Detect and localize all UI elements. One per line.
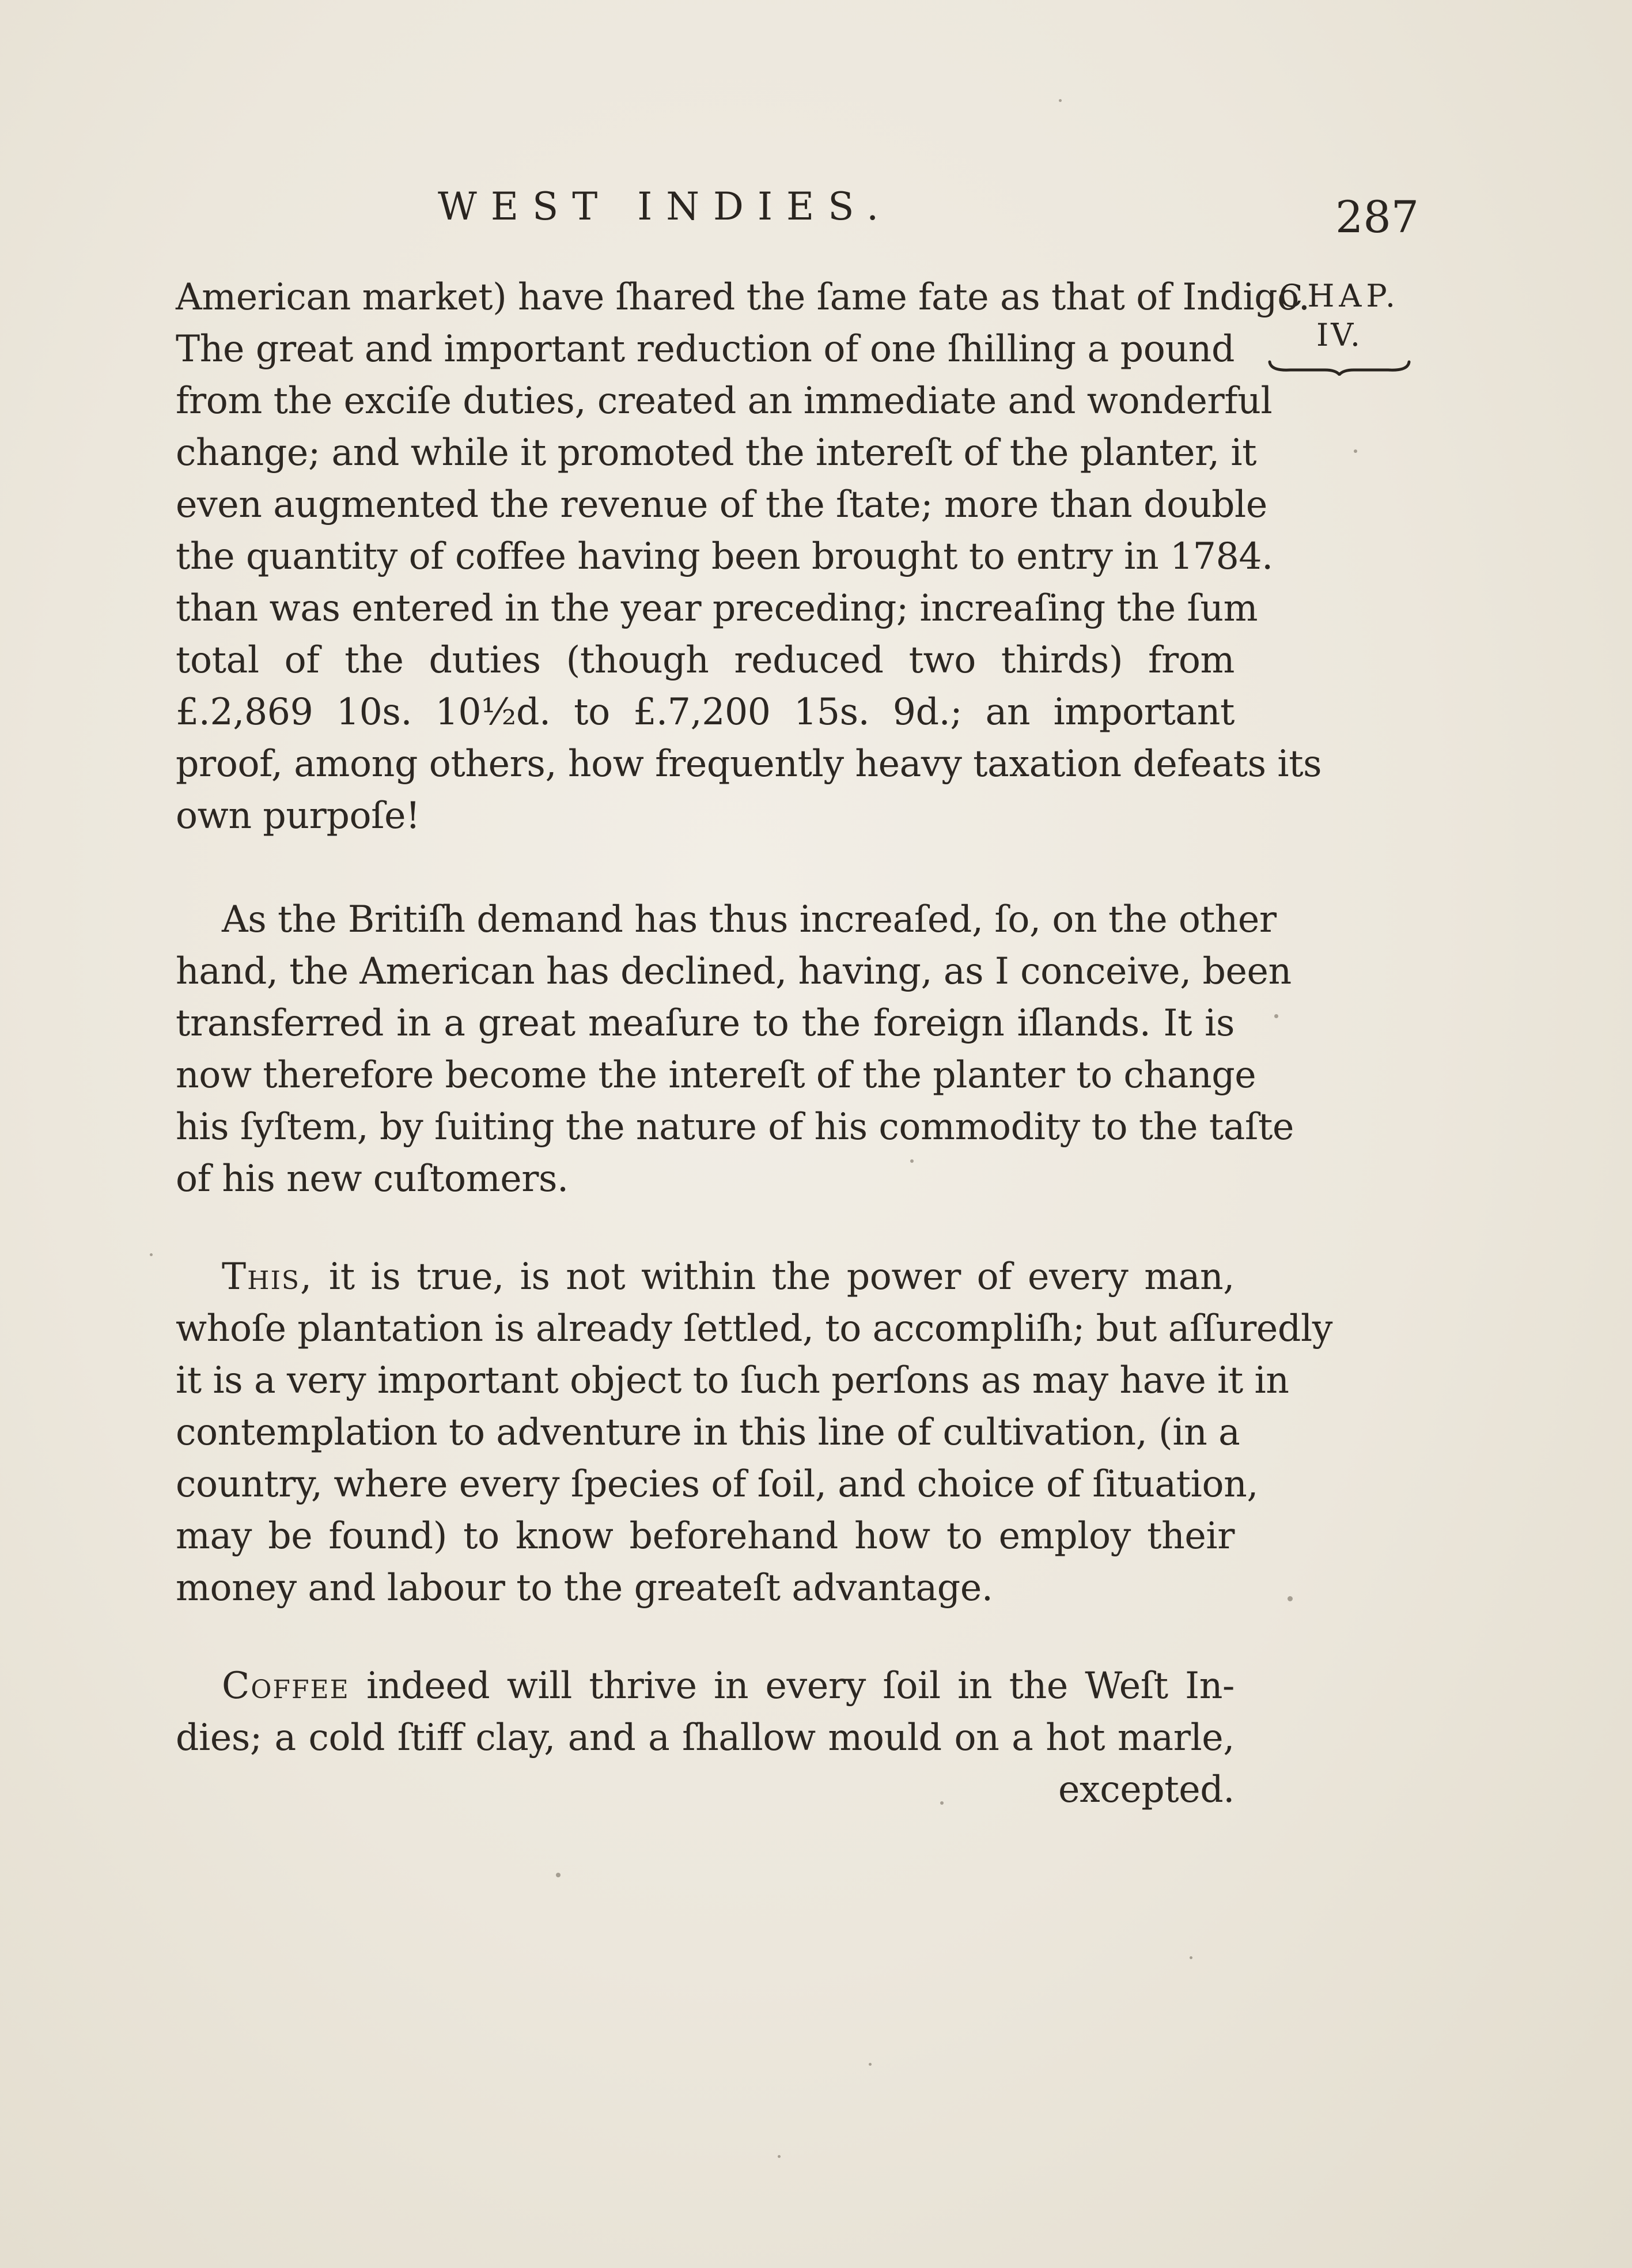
text-line (176, 1250, 1235, 1302)
text-line: hand, the American has declined, having, as I conceive, been (176, 950, 1292, 992)
page-number: 287 (1335, 191, 1419, 243)
catchword: excepted. (1058, 1768, 1235, 1810)
text-line: from the exciſe duties, created an immediate and wonderful (176, 379, 1273, 422)
text-line: money and labour to the greateſt advantage. (176, 1566, 993, 1609)
small-caps-lead: This, (222, 1255, 313, 1298)
paper-speck (150, 1253, 153, 1256)
text-line: transferred in a great meaſure to the foreign iſlands. It is (176, 1001, 1235, 1044)
paragraph-3 (176, 1250, 1333, 1613)
text-line: proof, among others, how frequently heavy taxation defeats its (176, 742, 1322, 785)
text-line: may be found) to know beforehand how to employ their (176, 1514, 1235, 1557)
paragraph-2 (176, 893, 1294, 1204)
paper-speck (1288, 1596, 1293, 1601)
text-line: As the Britiſh demand has thus increaſed, ſo, on the other (222, 898, 1277, 940)
paper-speck (1354, 449, 1357, 453)
chapter-number: IV. (1316, 317, 1363, 353)
text-line-rest: it is true, is not within the power of every man, (313, 1255, 1235, 1298)
text-line: now therefore become the intereſt of the planter to change (176, 1053, 1256, 1096)
paper-speck (778, 2155, 781, 2158)
text-line: whoſe plantation is already ſettled, to accompliſh; but aſſuredly (176, 1307, 1333, 1350)
text-line: even augmented the revenue of the ſtate; more than double (176, 483, 1267, 526)
text-line: £.2,869 10s. 10½d. to £.7,200 15s. 9d.; an important (176, 690, 1235, 733)
text-line: contemplation to adventure in this line of cultivation, (in a (176, 1411, 1240, 1453)
text-line: the quantity of coffee having been brought to entry in 1784. (176, 535, 1273, 577)
paper-speck (1274, 1014, 1278, 1018)
paper-speck (869, 2063, 872, 2066)
running-title: WEST INDIES. (438, 184, 893, 229)
text-line: country, where every ſpecies of ſoil, and choice of ſituation, (176, 1462, 1259, 1505)
text-line: total of the duties (though reduced two thirds) from (176, 638, 1235, 681)
chapter-label: CHAP. (1279, 278, 1400, 314)
text-line-rest: indeed will thrive in every ſoil in the Weſt In- (349, 1664, 1235, 1707)
paragraph-1 (176, 271, 1322, 841)
paper-speck (1059, 99, 1062, 102)
text-line: dies; a cold ſtiff clay, and a ſhallow mould on a hot marle, (176, 1716, 1235, 1759)
paper-speck (1190, 1956, 1192, 1959)
text-line: than was entered in the year preceding; increaſing the ſum (176, 587, 1258, 629)
text-line: own purpoſe! (176, 794, 421, 837)
text-line: The great and important reduction of one ſhilling a pound (176, 327, 1235, 370)
text-line: American market) have ſhared the ſame fate as that of Indigo. (176, 275, 1310, 318)
text-line: of his new cuſtomers. (176, 1157, 569, 1200)
paper-speck (556, 1873, 561, 1877)
text-line: it is a very important object to ſuch perſons as may have it in (176, 1359, 1289, 1401)
brace-ornament-icon (1267, 358, 1411, 376)
paragraph-4 (176, 1660, 1235, 1815)
small-caps-lead: Coffee (222, 1664, 350, 1707)
text-line: change; and while it promoted the intereſt of the planter, it (176, 431, 1257, 474)
text-line (176, 1660, 1235, 1711)
text-line: his ſyſtem, by ſuiting the nature of his commodity to the taſte (176, 1105, 1294, 1148)
